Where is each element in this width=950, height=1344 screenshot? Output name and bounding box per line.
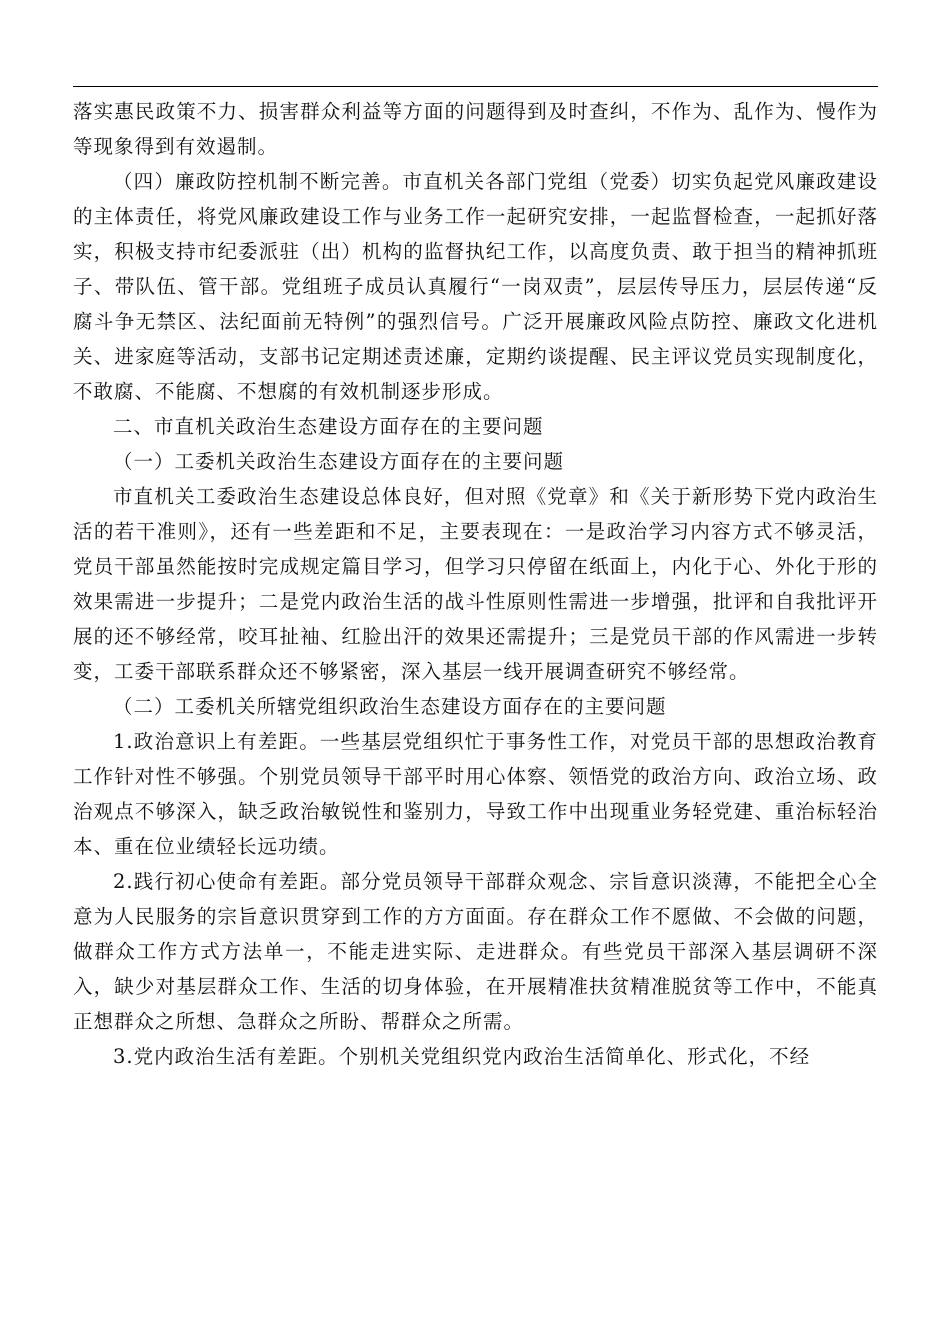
paragraph-continued: 落实惠民政策不力、损害群众利益等方面的问题得到及时查纠，不作为、乱作为、慢作为等现象得到有效遏制。	[73, 100, 878, 158]
subsection-heading-working-committee: （一）工委机关政治生态建设方面存在的主要问题	[113, 450, 565, 473]
document-body	[73, 94, 878, 1074]
header-rule	[73, 86, 878, 87]
paragraph-party-political-life: 3.党内政治生活有差距。个别机关党组织党内政治生活简单化、形式化，不经	[113, 1045, 811, 1068]
paragraph-political-awareness: 1.政治意识上有差距。一些基层党组织忙于事务性工作，对党员干部的思想政治教育工作针对性不够强。个别党员领导干部平时用心体察、领悟党的政治方向、政治立场、政治观点不够深入，缺乏政治敏锐性和鉴别力，导致工作中出现重业务轻党建、重治标轻治本、重在位业绩轻长远功绩。	[73, 730, 878, 858]
paragraph-working-committee-problems: 市直机关工委政治生态建设总体良好，但对照《党章》和《关于新形势下党内政治生活的若干准则》，还有一些差距和不足，主要表现在：一是政治学习内容方式不够灵活，党员干部虽然能按时完成规定篇目学习，但学习只停留在纸面上，内化于心、外化于形的效果需进一步提升；二是党内政治生活的战斗性原则性需进一步增强，批评和自我批评开展的还不够经常，咬耳扯袖、红脸出汗的效果还需提升；三是党员干部的作风需进一步转变，工委干部联系群众还不够紧密，深入基层一线开展调查研究不够经常。	[73, 485, 878, 683]
paragraph-mission-practice: 2.践行初心使命有差距。部分党员领导干部群众观念、宗旨意识淡薄，不能把全心全意为人民服务的宗旨意识贯穿到工作的方方面面。存在群众工作不愿做、不会做的问题，做群众工作方式方法单一，不能走进实际、走进群众。有些党员干部深入基层调研不深入，缺少对基层群众工作、生活的切身体验，在开展精准扶贫精准脱贫等工作中，不能真正想群众之所想、急群众之所盼、帮群众之所需。	[73, 870, 878, 1033]
section-heading-main-problems: 二、市直机关政治生态建设方面存在的主要问题	[113, 415, 544, 438]
subsection-heading-subordinate-organizations: （二）工委机关所辖党组织政治生态建设方面存在的主要问题	[113, 695, 667, 718]
paragraph-integrity-mechanism: （四）廉政防控机制不断完善。市直机关各部门党组（党委）切实负起党风廉政建设的主体责任，将党风廉政建设工作与业务工作一起研究安排，一起监督检查，一起抓好落实，积极支持市纪委派驻（出）机构的监督执纪工作，以高度负责、敢于担当的精神抓班子、带队伍、管干部。党组班子成员认真履行“一岗双责”，层层传导压力，层层传递“反腐斗争无禁区、法纪面前无特例”的强烈信号。广泛开展廉政风险点防控、廉政文化进机关、进家庭等活动，支部书记定期述责述廉，定期约谈提醒、民主评议党员实现制度化，不敢腐、不能腐、不想腐的有效机制逐步形成。	[73, 170, 878, 403]
